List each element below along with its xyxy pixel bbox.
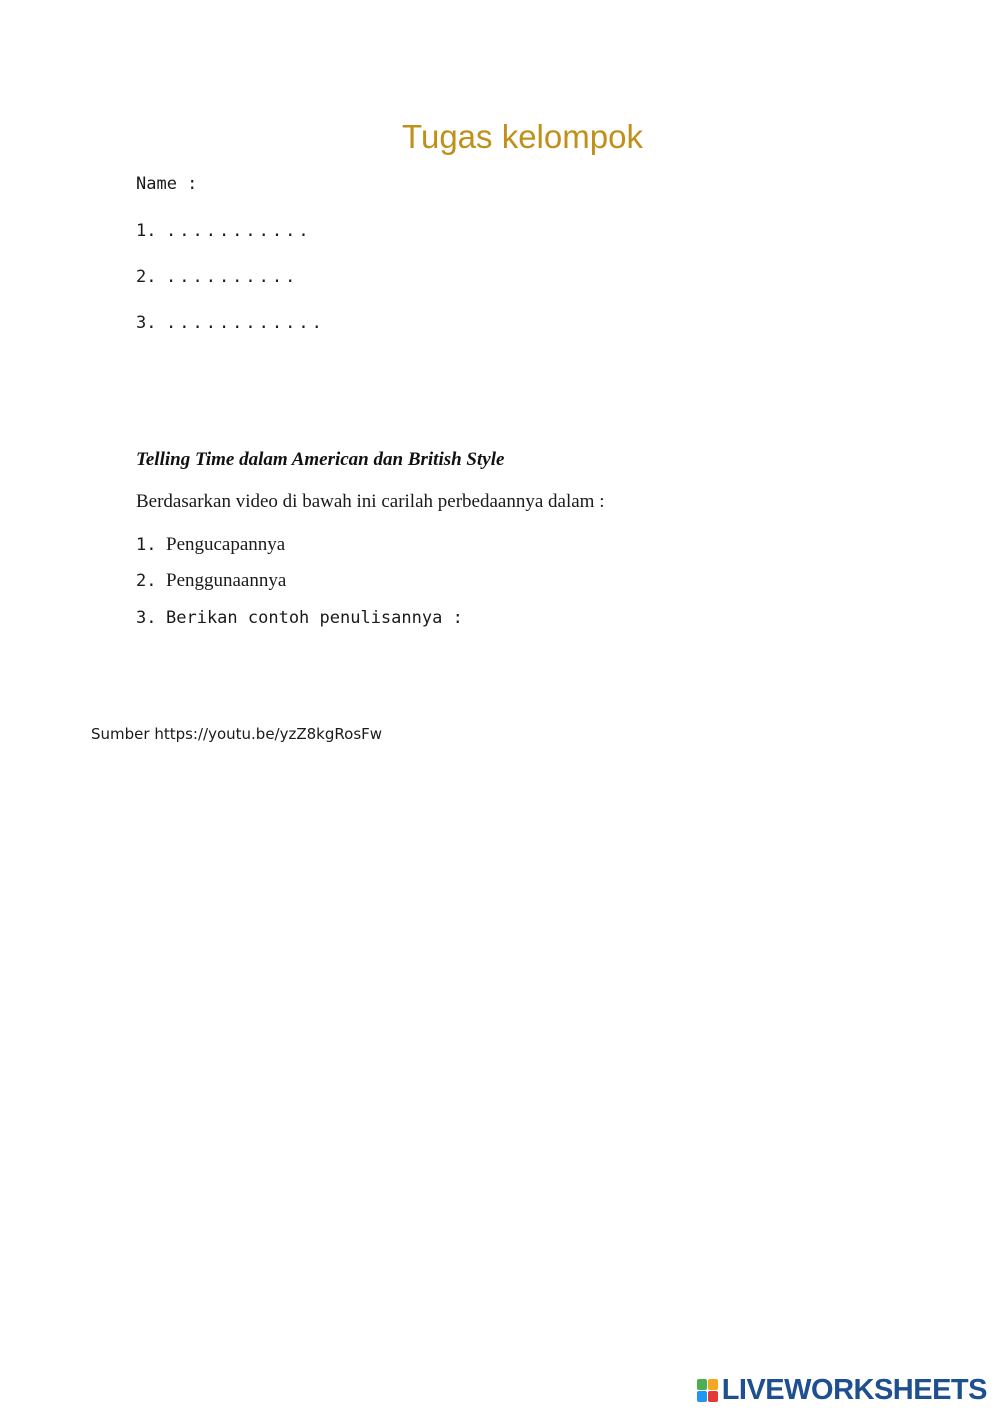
member-blank: .......... [166,267,299,287]
task-number: 2. [136,571,157,591]
task-item-2 [136,570,286,592]
member-blank: ........... [166,221,312,241]
name-label: Name : [136,174,198,194]
section-heading: Telling Time dalam American dan British Style [136,449,505,470]
liveworksheets-logo-icon [697,1379,719,1403]
member-blank: ............ [166,313,325,333]
member-number: 1. [136,221,157,241]
page-title: Tugas kelompok [402,118,643,155]
task-text: Berikan contoh penulisannya : [166,608,463,628]
liveworksheets-logo[interactable] [697,1374,987,1407]
logo-text: LIVEWORKSHEETS [721,1374,987,1406]
member-line-3 [136,313,325,333]
member-number: 2. [136,267,157,287]
member-number: 3. [136,313,157,333]
task-text: Pengucapannya [166,534,286,555]
task-number: 1. [136,535,157,555]
instruction-text: Berdasarkan video di bawah ini carilah perbedaannya dalam : [136,491,605,512]
member-line-1 [136,221,312,241]
source-citation: Sumber https://youtu.be/yzZ8kgRosFw [91,725,383,743]
task-item-1 [136,534,285,556]
member-line-2 [136,267,298,287]
task-text: Penggunaannya [166,570,287,591]
task-item-3 [136,608,463,628]
task-number: 3. [136,608,157,628]
